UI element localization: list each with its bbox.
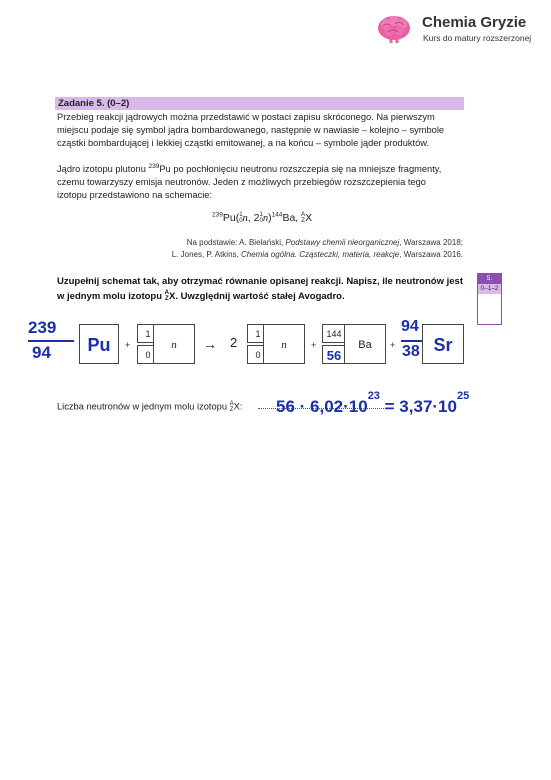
task-header-bar — [55, 97, 464, 110]
scheme-n2: n — [262, 213, 269, 224]
paragraph-2 — [57, 163, 457, 202]
paragraph-2-start: Jądro izotopu plutonu — [57, 164, 149, 174]
answer-result: = 3,37·10 — [379, 397, 457, 416]
answer-handwritten — [276, 390, 469, 417]
source-line-2: L. Jones, P. Atkins, Chemia ogólna. Cząsteczki, materia, reakcje, Warszawa 2016. — [171, 250, 463, 259]
brand-subtitle: Kurs do matury rozszerzonej — [423, 33, 532, 43]
ba-atomic-box[interactable] — [322, 345, 346, 364]
pu-symbol-handwritten: Pu — [87, 335, 111, 355]
pu-mass-number-handwritten: 239 — [28, 318, 57, 337]
pu-symbol-box[interactable] — [79, 324, 119, 364]
scheme-n1: n — [242, 213, 248, 224]
score-field[interactable] — [478, 294, 501, 324]
pu-fraction-line — [28, 340, 74, 342]
plus-sign-1: + — [125, 340, 131, 350]
plus-sign-2: + — [311, 340, 317, 350]
answer-product: 56 · 6,02·10 — [276, 397, 368, 416]
pu-atomic-number-handwritten: 94 — [32, 343, 51, 362]
neutron-charge-box[interactable]: 0 — [137, 345, 159, 364]
brand-title: Chemia Gryzie — [422, 14, 527, 31]
answer-exponent-1: 23 — [367, 390, 380, 402]
scheme-ba: Ba, — [282, 212, 302, 224]
score-box — [477, 273, 502, 325]
scheme-ba-mass: 144 — [271, 211, 283, 219]
score-task-number: 5. — [478, 274, 501, 284]
scheme-x: X — [305, 212, 313, 224]
neutron-mass-box[interactable]: 1 — [137, 324, 159, 343]
scheme-close: ) — [268, 212, 272, 224]
neutron-coefficient: 2 — [230, 335, 238, 350]
answer-label: Liczba neutronów w jednym molu izotopu A Z X: — [57, 401, 243, 413]
scheme-pu: Pu( — [222, 212, 240, 224]
x-symbol-handwritten: Sr — [433, 335, 453, 355]
scheme-n1-numbers: 1 0 — [239, 212, 243, 225]
answer-exponent-2: 25 — [456, 390, 470, 402]
brain-icon — [377, 14, 411, 44]
x-fraction-line — [401, 340, 423, 342]
scheme-sep: , 2 — [247, 212, 260, 224]
pu-mass-superscript: 239 — [148, 162, 160, 170]
x-symbol-box[interactable] — [422, 324, 464, 364]
ba-symbol-box: Ba — [344, 324, 386, 364]
reaction-scheme — [212, 212, 312, 224]
task-instruction: Uzupełnij schemat tak, aby otrzymać równanie opisanej reakcji. Napisz, ile neutronów jest w jednym molu izotopu A Z X. Uwzględnij wartość stałej Avogadro. — [57, 276, 463, 303]
ba-atomic-number-handwritten: 56 — [326, 348, 342, 363]
x-atomic-number-handwritten: 38 — [402, 343, 420, 360]
task-description — [57, 163, 457, 202]
neutron-symbol-box: n — [153, 324, 195, 364]
neutron2-mass-box[interactable]: 1 — [247, 324, 269, 343]
source-line-1: Na podstawie: A. Bielański, Podstawy chemii nieorganicznej, Warszawa 2018; — [186, 238, 463, 247]
neutron2-symbol-box: n — [263, 324, 305, 364]
scheme-x-numbers: A Z — [301, 212, 306, 225]
task-intro — [57, 111, 457, 150]
paragraph-1: Przebieg reakcji jądrowych można przedstawić w postaci zapisu skróconego. Na pierwszym miejscu podaje się symbol jądra bombardowanego, następnie w nawiasie – kolejno – symbole cząstki bombardującej i lekkiej cząstki emitowanej, a na końcu – symbole jąder produktów. — [57, 112, 445, 148]
neutron2-charge-box[interactable]: 0 — [247, 345, 269, 364]
task-title: Zadanie 5. (0–2) — [58, 98, 130, 109]
paragraph-2-rest: Pu po pochłonięciu neutronu rozszczepia się na mniejsze fragmenty, czemu towarzyszy emisja neutronów. Jeden z możliwych przebiegów rozszczepienia tego izotopu przedstawiono na schemacie: — [57, 164, 442, 200]
x-mass-number-handwritten: 94 — [401, 318, 419, 335]
scheme-pu-mass: 239 — [212, 211, 223, 219]
reaction-arrow: → — [203, 336, 217, 352]
score-range: 0–1–2 — [478, 284, 501, 294]
ba-mass-box[interactable]: 144 — [322, 324, 346, 343]
scheme-n2-numbers: 1 0 — [259, 212, 263, 225]
plus-sign-3: + — [390, 340, 396, 350]
